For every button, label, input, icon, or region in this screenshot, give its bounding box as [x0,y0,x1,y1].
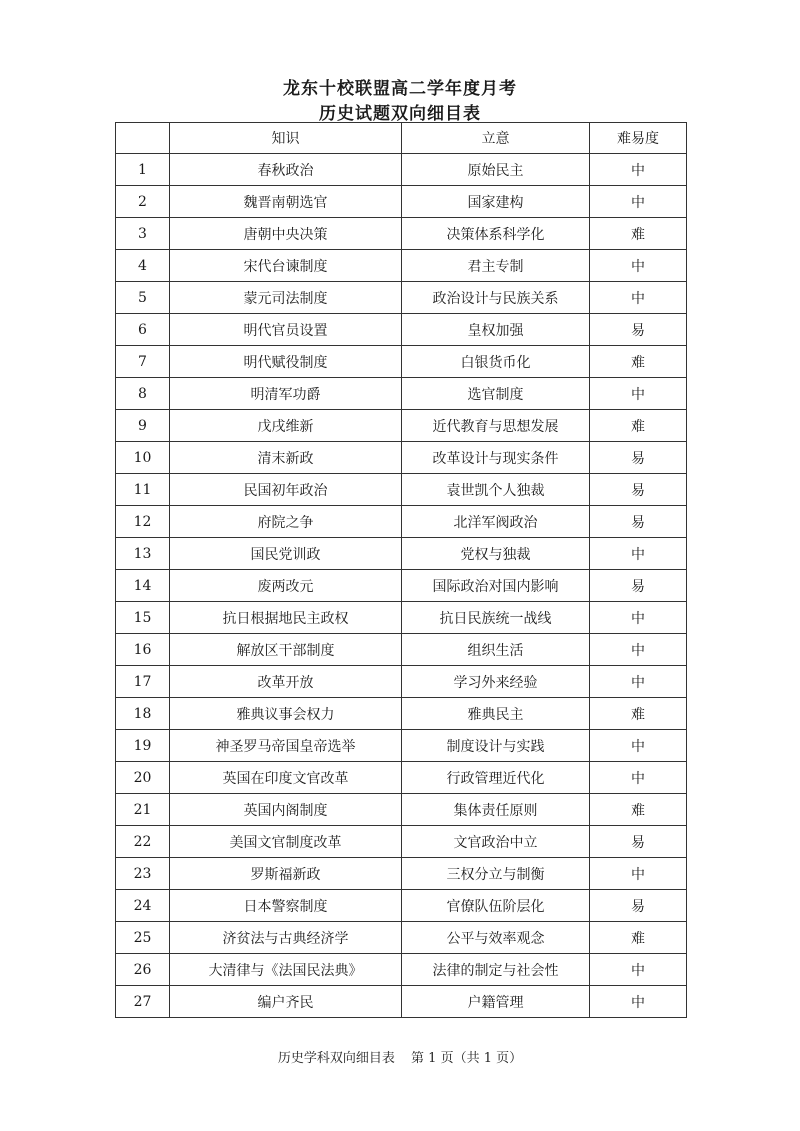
cell-number: 18 [116,698,170,730]
cell-intent: 国际政治对国内影响 [402,570,590,602]
table-row [116,762,687,794]
cell-knowledge: 清末新政 [170,442,402,474]
cell-difficulty: 易 [590,570,687,602]
table-row [116,218,687,250]
cell-intent: 文官政治中立 [402,826,590,858]
cell-difficulty: 中 [590,666,687,698]
cell-knowledge: 美国文官制度改革 [170,826,402,858]
cell-intent: 选官制度 [402,378,590,410]
cell-number: 6 [116,314,170,346]
table-row [116,154,687,186]
cell-knowledge: 日本警察制度 [170,890,402,922]
cell-number: 25 [116,922,170,954]
cell-difficulty: 难 [590,346,687,378]
cell-intent: 官僚队伍阶层化 [402,890,590,922]
cell-difficulty: 中 [590,858,687,890]
table-row [116,794,687,826]
cell-number: 4 [116,250,170,282]
cell-knowledge: 废两改元 [170,570,402,602]
cell-number: 19 [116,730,170,762]
cell-knowledge: 国民党训政 [170,538,402,570]
table-row [116,442,687,474]
cell-knowledge: 戊戌维新 [170,410,402,442]
table-row [116,986,687,1018]
cell-difficulty: 中 [590,154,687,186]
footer-page-info: 第 1 页（共 1 页） [411,1051,523,1066]
cell-intent: 决策体系科学化 [402,218,590,250]
cell-number: 15 [116,602,170,634]
cell-knowledge: 府院之争 [170,506,402,538]
cell-intent: 制度设计与实践 [402,730,590,762]
table-row [116,730,687,762]
cell-intent: 政治设计与民族关系 [402,282,590,314]
cell-number: 23 [116,858,170,890]
cell-difficulty: 难 [590,922,687,954]
cell-knowledge: 英国内阁制度 [170,794,402,826]
cell-number: 26 [116,954,170,986]
cell-difficulty: 中 [590,602,687,634]
cell-intent: 白银货币化 [402,346,590,378]
cell-difficulty: 难 [590,698,687,730]
table-body [116,154,687,1018]
cell-number: 20 [116,762,170,794]
table-row [116,538,687,570]
cell-difficulty: 中 [590,538,687,570]
table-row [116,890,687,922]
cell-knowledge: 大清律与《法国民法典》 [170,954,402,986]
cell-knowledge: 民国初年政治 [170,474,402,506]
cell-intent: 法律的制定与社会性 [402,954,590,986]
cell-difficulty: 中 [590,250,687,282]
cell-intent: 公平与效率观念 [402,922,590,954]
cell-difficulty: 难 [590,218,687,250]
cell-intent: 行政管理近代化 [402,762,590,794]
cell-difficulty: 易 [590,314,687,346]
cell-number: 14 [116,570,170,602]
cell-number: 2 [116,186,170,218]
table-row [116,250,687,282]
cell-difficulty: 中 [590,986,687,1018]
cell-number: 8 [116,378,170,410]
cell-number: 7 [116,346,170,378]
cell-number: 21 [116,794,170,826]
table-row [116,570,687,602]
cell-number: 10 [116,442,170,474]
table-row [116,602,687,634]
cell-difficulty: 易 [590,474,687,506]
table-row [116,410,687,442]
cell-knowledge: 英国在印度文官改革 [170,762,402,794]
table-row [116,826,687,858]
cell-number: 22 [116,826,170,858]
cell-number: 27 [116,986,170,1018]
cell-difficulty: 中 [590,634,687,666]
table-row [116,698,687,730]
cell-intent: 近代教育与思想发展 [402,410,590,442]
cell-difficulty: 中 [590,954,687,986]
cell-number: 11 [116,474,170,506]
cell-intent: 袁世凯个人独裁 [402,474,590,506]
cell-knowledge: 济贫法与古典经济学 [170,922,402,954]
header-number [116,123,170,154]
cell-number: 3 [116,218,170,250]
cell-difficulty: 中 [590,378,687,410]
table-row [116,474,687,506]
cell-intent: 北洋军阀政治 [402,506,590,538]
cell-knowledge: 神圣罗马帝国皇帝选举 [170,730,402,762]
cell-difficulty: 中 [590,730,687,762]
cell-intent: 三权分立与制衡 [402,858,590,890]
cell-intent: 组织生活 [402,634,590,666]
detail-table [115,122,687,1018]
cell-intent: 集体责任原则 [402,794,590,826]
cell-knowledge: 罗斯福新政 [170,858,402,890]
cell-knowledge: 宋代台谏制度 [170,250,402,282]
cell-intent: 皇权加强 [402,314,590,346]
document-subtitle: 历史试题双向细目表 [319,104,481,124]
cell-difficulty: 难 [590,410,687,442]
cell-intent: 改革设计与现实条件 [402,442,590,474]
cell-knowledge: 编户齐民 [170,986,402,1018]
cell-knowledge: 春秋政治 [170,154,402,186]
cell-number: 17 [116,666,170,698]
cell-knowledge: 魏晋南朝选官 [170,186,402,218]
header-difficulty: 难易度 [590,123,687,154]
cell-intent: 学习外来经验 [402,666,590,698]
header-knowledge: 知识 [170,123,402,154]
cell-knowledge: 改革开放 [170,666,402,698]
cell-number: 12 [116,506,170,538]
cell-difficulty: 难 [590,794,687,826]
header-intent: 立意 [402,123,590,154]
table-row [116,282,687,314]
cell-difficulty: 易 [590,826,687,858]
cell-knowledge: 雅典议事会权力 [170,698,402,730]
cell-intent: 君主专制 [402,250,590,282]
table-row [116,954,687,986]
cell-number: 9 [116,410,170,442]
table-row [116,666,687,698]
cell-difficulty: 中 [590,762,687,794]
cell-difficulty: 中 [590,282,687,314]
cell-difficulty: 易 [590,890,687,922]
cell-number: 1 [116,154,170,186]
cell-knowledge: 明代官员设置 [170,314,402,346]
page-footer [0,1047,800,1066]
document-title: 龙东十校联盟高二学年度月考 [283,79,517,99]
cell-number: 5 [116,282,170,314]
cell-number: 13 [116,538,170,570]
cell-difficulty: 中 [590,186,687,218]
cell-knowledge: 明代赋役制度 [170,346,402,378]
cell-intent: 党权与独裁 [402,538,590,570]
table-header-row [116,123,687,154]
table-row [116,346,687,378]
cell-number: 16 [116,634,170,666]
cell-difficulty: 易 [590,506,687,538]
table-row [116,922,687,954]
cell-knowledge: 抗日根据地民主政权 [170,602,402,634]
cell-difficulty: 易 [590,442,687,474]
table-row [116,858,687,890]
cell-knowledge: 唐朝中央决策 [170,218,402,250]
table-row [116,186,687,218]
cell-knowledge: 明清军功爵 [170,378,402,410]
cell-intent: 国家建构 [402,186,590,218]
table-row [116,314,687,346]
cell-knowledge: 蒙元司法制度 [170,282,402,314]
cell-intent: 雅典民主 [402,698,590,730]
cell-intent: 户籍管理 [402,986,590,1018]
cell-intent: 抗日民族统一战线 [402,602,590,634]
table-row [116,634,687,666]
cell-number: 24 [116,890,170,922]
cell-intent: 原始民主 [402,154,590,186]
footer-doc-name: 历史学科双向细目表 [277,1051,395,1066]
cell-knowledge: 解放区干部制度 [170,634,402,666]
table-row [116,378,687,410]
table-row [116,506,687,538]
